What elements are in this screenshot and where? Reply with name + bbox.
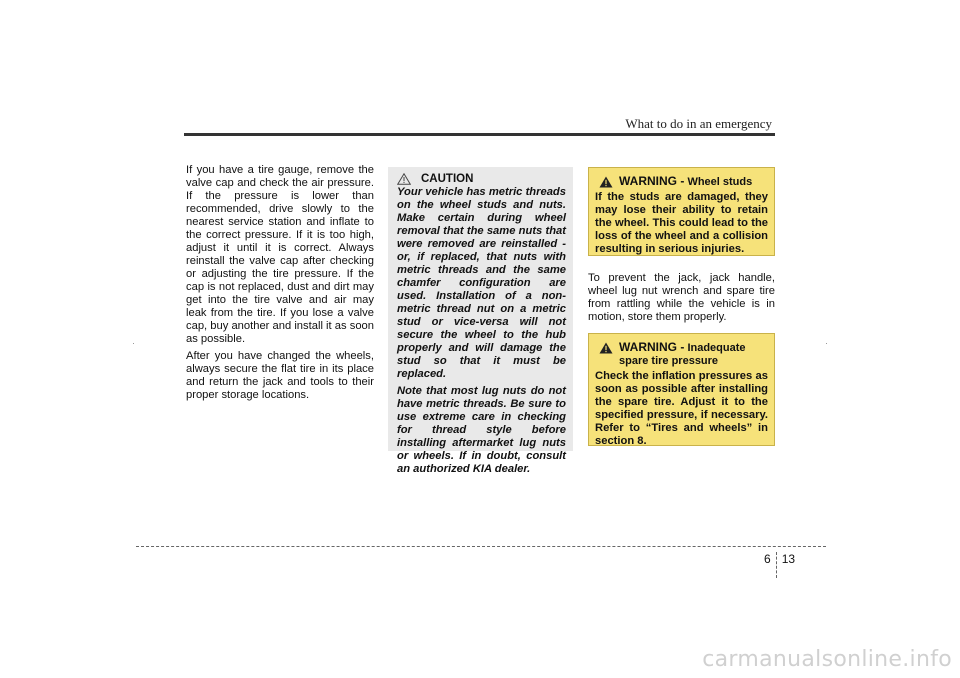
tire-gauge-paragraph: If you have a tire gauge, remove the valve cap and check the air pressure. If the pressure is lower than recommended, drive slowly to the nearest service station and inflate to the correct pressure. If it is too high, adjust it until it is correct. Always reinstall the valve cap after checking or adjusting the tire pressure. If the cap is not replaced, dust and dirt may get into the tire valve and air may leak from the tire. If you lose a valve cap, buy another and install it as soon as possible. xyxy=(186,164,374,345)
changed-wheels-paragraph: After you have changed the wheels, always secure the flat tire in its place and return the jack and tools to their proper storage locations. xyxy=(186,350,374,401)
warning-header xyxy=(595,341,768,368)
caution-box xyxy=(388,167,573,475)
margin-mark xyxy=(133,343,134,344)
margin-mark xyxy=(826,343,827,344)
warning-word: WARNING - xyxy=(619,174,685,188)
section-title: What to do in an emergency xyxy=(625,116,772,131)
warning-wheel-studs-box xyxy=(588,167,775,256)
warning-word: WARNING - xyxy=(619,340,685,354)
warning-subtitle: Wheel studs xyxy=(687,176,753,188)
footer-rule xyxy=(136,546,826,547)
caution-header xyxy=(397,173,566,185)
warning-spare-tire-box xyxy=(588,333,775,446)
page-number xyxy=(764,552,795,578)
header-rule xyxy=(184,133,775,136)
chapter-number: 6 xyxy=(764,552,771,566)
right-column xyxy=(588,272,775,328)
caution-paragraph-lug-nuts: Note that most lug nuts do not have metric threads. Be sure to use extreme care in checking for thread style before installing aftermarket lug nuts or wheels. If in doubt, consult an authorized KIA dealer. xyxy=(397,385,566,475)
storage-paragraph: To prevent the jack, jack handle, wheel lug nut wrench and spare tire from rattling while the vehicle is in motion, store them properly. xyxy=(588,272,775,323)
warning-body: If the studs are damaged, they may lose their ability to retain the wheel. This could lead to the loss of the wheel and a collision resulting in serious injuries. xyxy=(595,191,768,255)
warning-triangle-filled-icon xyxy=(599,342,613,354)
caution-paragraph-metric: Your vehicle has metric threads on the wheel studs and nuts. Make certain during wheel removal that the same nuts that were removed are reinstalled - or, if replaced, that nuts with metric threads and the same chamfer configuration are used. Installation of a non-metric thread nut on a metric stud or vice-versa will not secure the wheel to the hub properly and will damage the stud so that it must be replaced. xyxy=(397,186,566,380)
warning-body: Check the inflation pressures as soon as possible after installing the spare tire. Adjust it to the specified pressure, if necessary. Refer to “Tires and wheels” in section 8. xyxy=(595,370,768,447)
watermark: carmanualsonline.info xyxy=(702,647,952,672)
page-number-value: 13 xyxy=(781,552,796,566)
warning-triangle-filled-icon xyxy=(599,176,613,188)
warning-header xyxy=(595,175,768,189)
page-separator xyxy=(776,552,777,578)
caution-title: CAUTION xyxy=(421,173,474,185)
left-column xyxy=(186,164,374,406)
warning-subtitle: Inadequate spare tire pressure xyxy=(619,342,746,367)
warning-triangle-outline-icon xyxy=(397,173,411,185)
